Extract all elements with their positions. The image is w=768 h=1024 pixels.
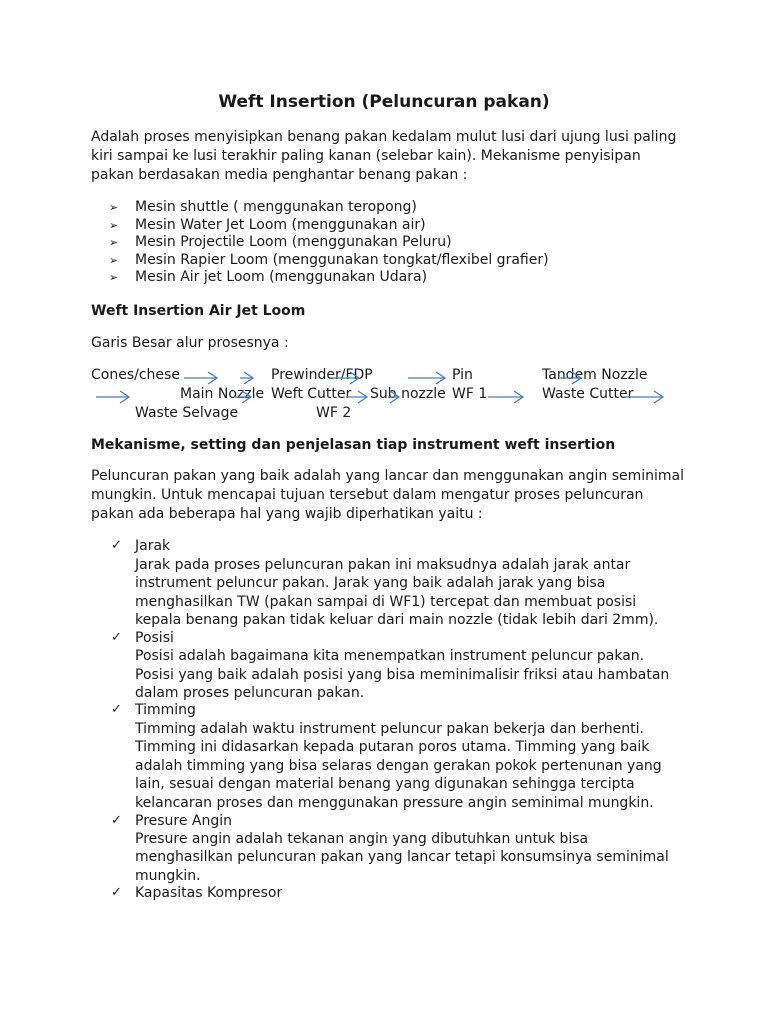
section-heading-air-jet: Weft Insertion Air Jet Loom [91, 303, 306, 319]
arrow-bullet-icon: ➢ [109, 236, 119, 250]
arrow-icon [560, 372, 581, 384]
flow-intro: Garis Besar alur prosesnya : [91, 335, 289, 351]
check-icon: ✓ [111, 813, 122, 828]
section2-paragraph [91, 467, 691, 524]
item-title: Presure Angin [135, 813, 233, 829]
item-title: Kapasitas Kompresor [135, 885, 283, 901]
flow-weft-cutter: Weft Cutter [271, 386, 352, 402]
flow-cones: Cones/chese [91, 367, 180, 383]
flow-pin: Pin [452, 367, 473, 383]
check-icon: ✓ [111, 538, 122, 553]
item-line: Posisi yang baik adalah posisi yang bisa meminimalisir friksi atau hambatan [135, 667, 670, 683]
item-line: Jarak pada proses peluncuran pakan ini maksudnya adalah jarak antar [135, 557, 631, 573]
item-line: menghasilkan TW (pakan sampai di WF1) tercepat dan membuat posisi [135, 594, 637, 610]
intro-line: pakan berdasakan media penghantar benang pakan : [91, 167, 468, 183]
paragraph-line: pakan ada beberapa hal yang wajib diperhatikan yaitu : [91, 506, 483, 522]
check-icon: ✓ [111, 702, 122, 717]
document-page: Weft Insertion (Peluncuran pakan) Adalah proses menyisipkan benang pakan kedalam mulut lusi dari ujung lusi paling kiri sampai ke lusi terakhir paling kanan (selebar kain). Mekanisme penyisipan pakan berdasakan media penghantar benang pakan : ➢ Mesin shuttle ( menggunakan teropong) ➢ Mesin Water Jet Loom (menggunakan air) ➢ Mesin Projectile Loom (menggunakan Peluru) ➢ Mesin Rapier Loom (menggunakan tongkat/flexibel grafier) ➢ Mesin Air jet Loom (menggunakan Udara) Weft Insertion Air Jet Loom Garis Besar alur prosesnya : Cones/chese Prewinder/FDP Pin Tandem Nozzle Main Nozzle Weft Cutter Sub nozzle WF 1 Waste Cutter Waste Selvage WF 2 Mekanisme, setting dan penjelasan tiap instrument weft insertion Peluncuran pakan yang baik adalah yang lancar dan menggunakan angin seminimal mungkin. Untuk mencapai tujuan tersebut dalam mengatur proses peluncuran pakan ada beberapa hal yang wajib diperhatikan yaitu : ✓ Jarak Jarak pada proses peluncuran pakan ini maksudnya adalah jarak antar instrument peluncur pakan. Jarak yang baik adalah jarak yang bisa menghasilkan TW (pakan sampai di WF1) tercepat dan membuat posisi kepala benang pakan tidak keluar dari main nozzle (tidak lebih dari 2mm). ✓ Posisi Posisi adalah bagaimana kita menempatkan instrument peluncur pakan. Posisi yang baik adalah posisi yang bisa meminimalisir friksi atau hambatan dalam proses peluncuran pakan. ✓ Timming Timming adalah waktu instrument peluncur pakan bekerja dan berhenti. Timming ini didasarkan kepada putaran poros utama. Timming yang baik adalah timming yang bisa selaras dengan gerakan pokok pertenunan yang lain, sesuai dengan material benang yang digunakan sehingga tercipta kelancaran proses dan menggunakan pressure angin seminimal mungkin. ✓ Presure Angin Presure angin adalah tekanan angin yang dibutuhkan untuk bisa menghasilkan peluncuran pakan yang lancar tetapi konsumsinya seminimal mungkin. ✓ Kapasitas Kompresor [0, 0, 768, 1024]
page-title: Weft Insertion (Peluncuran pakan) [218, 92, 550, 112]
item-line: lain, sesuai dengan material benang yang digunakan sehingga tercipta [135, 776, 635, 792]
item-line: Posisi adalah bagaimana kita menempatkan instrument peluncur pakan. [135, 648, 645, 664]
check-icon: ✓ [111, 630, 122, 645]
instrument-checklist [91, 538, 731, 918]
flow-waste-selvage: Waste Selvage [135, 405, 239, 421]
arrow-icon [624, 391, 663, 403]
item-line: kepala benang pakan tidak keluar dari main nozzle (tidak lebih dari 2mm). [135, 612, 659, 628]
item-line: dalam proses peluncuran pakan. [135, 685, 365, 701]
flow-waste-cutter: Waste Cutter [542, 386, 634, 402]
flow-wf1: WF 1 [452, 386, 488, 402]
arrow-icon [96, 391, 129, 403]
flow-prewinder: Prewinder/FDP [271, 367, 373, 383]
flow-sub-nozzle: Sub nozzle [370, 386, 446, 402]
arrow-icon [330, 372, 359, 384]
arrow-icon [388, 391, 399, 403]
arrow-bullet-icon: ➢ [109, 271, 119, 285]
item-title: Jarak [135, 538, 171, 554]
paragraph-line: Peluncuran pakan yang baik adalah yang lancar dan menggunakan angin seminimal [91, 468, 685, 484]
item-line: Timming adalah waktu instrument peluncur pakan bekerja dan berhenti. [135, 721, 644, 737]
arrow-bullet-icon: ➢ [109, 253, 119, 267]
paragraph-line: mungkin. Untuk mencapai tujuan tersebut dalam mengatur proses peluncuran [91, 487, 644, 503]
item-line: kelancaran proses dan menggunakan pressure angin seminimal mungkin. [135, 795, 654, 811]
item-line: instrument peluncur pakan. Jarak yang baik adalah jarak yang bisa [135, 575, 606, 591]
arrow-icon [346, 391, 367, 403]
item-line: menghasilkan peluncuran pakan yang lancar tetapi konsumsinya seminimal [135, 849, 669, 865]
intro-line: kiri sampai ke lusi terakhir paling kanan (selebar kain). Mekanisme penyisipan [91, 148, 641, 164]
item-line: Presure angin adalah tekanan angin yang dibutuhkan untuk bisa [135, 831, 589, 847]
section-heading-mechanism: Mekanisme, setting dan penjelasan tiap instrument weft insertion [91, 437, 616, 453]
check-icon: ✓ [111, 885, 122, 900]
flow-wf2: WF 2 [316, 405, 352, 421]
arrow-bullet-icon: ➢ [109, 218, 119, 232]
arrow-icon [408, 372, 445, 384]
flow-tandem-nozzle: Tandem Nozzle [542, 367, 648, 383]
arrow-icon [234, 391, 251, 403]
arrow-icon [184, 372, 217, 384]
arrow-bullet-icon: ➢ [109, 201, 119, 214]
item-title: Timming [135, 702, 196, 718]
arrow-icon [240, 372, 253, 384]
item-title: Posisi [135, 630, 174, 646]
item-line: mungkin. [135, 868, 201, 884]
item-line: Timming ini didasarkan kepada putaran poros utama. Timming yang baik [135, 739, 650, 755]
intro-line: Adalah proses menyisipkan benang pakan kedalam mulut lusi dari ujung lusi paling [91, 129, 677, 145]
flow-main-nozzle: Main Nozzle [180, 386, 265, 402]
flow-arrows [0, 0, 768, 430]
item-line: adalah timming yang bisa selaras dengan gerakan pokok pertenunan yang [135, 758, 662, 774]
arrow-icon [488, 391, 523, 403]
